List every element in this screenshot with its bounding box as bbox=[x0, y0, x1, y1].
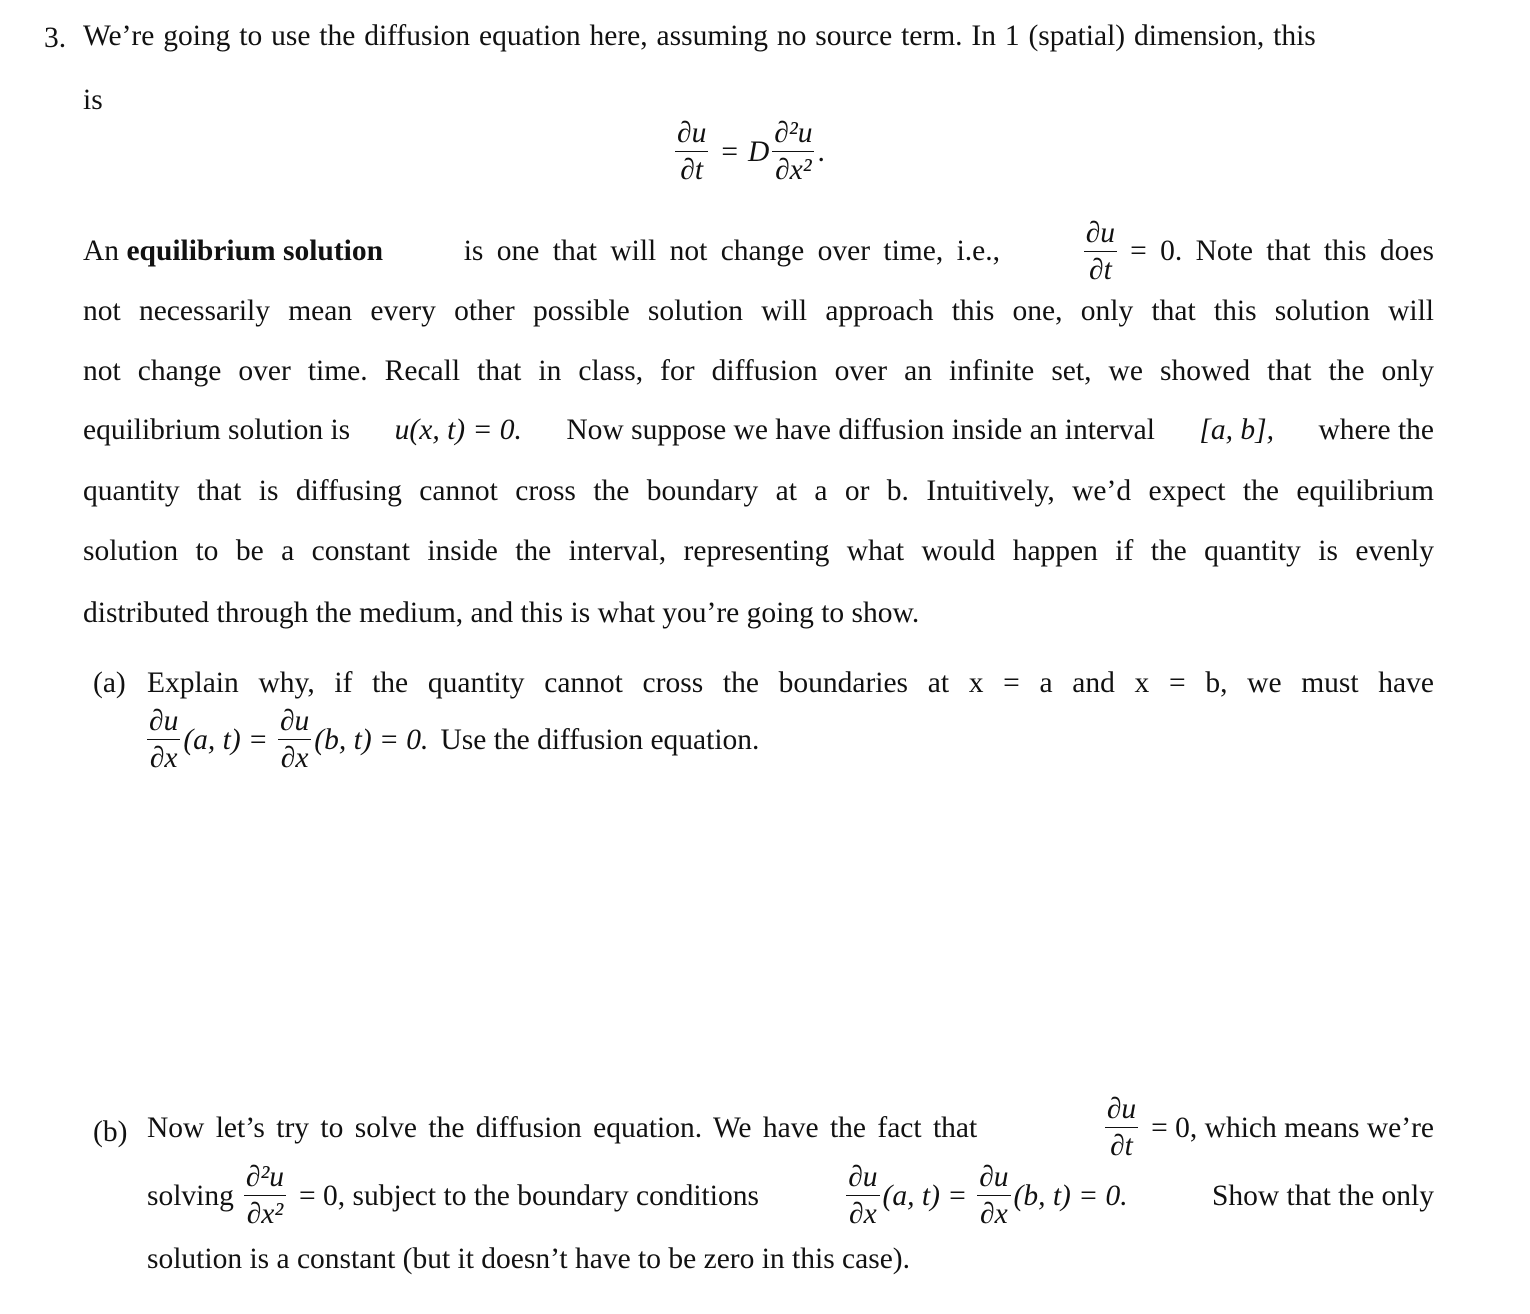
para-line-7: distributed through the medium, and this is what you’re going to show. bbox=[83, 597, 920, 629]
part-a-tail: Use the diffusion equation. bbox=[440, 723, 760, 756]
part-b-bc-arg-b: (b, t) = 0. bbox=[1013, 1179, 1128, 1212]
part-b-bc2-numerator: ∂u bbox=[979, 1160, 1009, 1193]
part-a-dudx-fraction-1 bbox=[147, 706, 180, 774]
part-a-label: (a) bbox=[93, 667, 126, 699]
part-b-label: (b) bbox=[93, 1116, 128, 1148]
para-line-2: not necessarily mean every other possible solution will approach this one, only that this solution will bbox=[83, 295, 1434, 327]
part-b-solving: solving bbox=[147, 1179, 234, 1212]
para-line-1-math bbox=[1081, 218, 1434, 286]
equation-coefficient: D bbox=[747, 135, 770, 168]
dudt-denominator: ∂t bbox=[1089, 254, 1112, 287]
para-an: An bbox=[83, 235, 120, 268]
part-b-boundary-conditions bbox=[843, 1162, 1127, 1230]
part-a-frac1-numerator: ∂u bbox=[149, 705, 179, 737]
para-line-3: not change over time. Recall that in class, for diffusion over an infinite set, we showed that the only bbox=[83, 355, 1434, 387]
part-b-bc1-numerator: ∂u bbox=[848, 1160, 878, 1193]
part-b-line-1 bbox=[147, 1092, 1434, 1163]
dudt-fraction bbox=[1084, 218, 1117, 286]
problem-number: 3. bbox=[44, 22, 67, 54]
equation-lhs-numerator: ∂u bbox=[677, 117, 707, 149]
para-line-4 bbox=[83, 416, 1434, 446]
part-a-frac1-denominator: ∂x bbox=[149, 742, 178, 775]
part-a-frac2-denominator: ∂x bbox=[280, 742, 309, 775]
part-b-dx2-denominator: ∂x² bbox=[246, 1198, 284, 1231]
part-b-bc-arg-a: (a, t) = bbox=[882, 1179, 968, 1212]
part-b-bc-fraction-1 bbox=[846, 1162, 879, 1230]
intro-line-2: is bbox=[83, 84, 103, 116]
part-b-line-1-pre: Now let’s try to solve the diffusion equation. We have the fact that bbox=[147, 1111, 978, 1144]
para-line-1 bbox=[83, 218, 1434, 286]
para-line-5: quantity that is diffusing cannot cross the boundary at a or b. Intuitively, we’d expect the equilibrium bbox=[83, 475, 1434, 507]
para-line-4-pre: equilibrium solution is bbox=[83, 414, 351, 446]
part-b-line-3: solution is a constant (but it doesn’t have to be zero in this case). bbox=[147, 1243, 911, 1275]
intro-text-1: We’re going to use the diffusion equation here, assuming no source term. In 1 (spatial) dimension, this bbox=[83, 20, 1316, 52]
part-b-line-2 bbox=[147, 1160, 1434, 1231]
part-b-line-2-post: Show that the only bbox=[1211, 1179, 1434, 1212]
part-b-dudt-fraction bbox=[1105, 1094, 1138, 1162]
para-line-1-mid: is one that will not change over time, i.e., bbox=[463, 235, 1000, 268]
para-line-6: solution to be a constant inside the interval, representing what would happen if the quantity is evenly bbox=[83, 535, 1434, 567]
equation-lhs-denominator: ∂t bbox=[680, 154, 704, 187]
equation-period: . bbox=[817, 135, 825, 168]
para-line-1-pre bbox=[83, 237, 383, 267]
part-a-arg-b: (b, t) = 0. bbox=[314, 723, 429, 756]
diffusion-equation bbox=[672, 118, 825, 186]
part-a-arg-a: (a, t) = bbox=[183, 723, 268, 756]
para-line-4-post: Now suppose we have diffusion inside an interval bbox=[566, 414, 1155, 446]
equation-equals: = bbox=[721, 135, 738, 168]
part-b-line-2-left bbox=[147, 1162, 759, 1230]
term-equilibrium-solution: equilibrium solution bbox=[126, 235, 383, 268]
intro-line-1 bbox=[83, 22, 1434, 52]
part-b-dudt-numerator: ∂u bbox=[1106, 1092, 1137, 1125]
para-line-1-post: = 0. Note that this does bbox=[1130, 235, 1434, 268]
equilibrium-zero-solution: u(x, t) = 0. bbox=[394, 414, 522, 446]
interval-ab: [a, b], bbox=[1199, 414, 1274, 446]
part-b-line-1-post: = 0, which means we’re bbox=[1151, 1111, 1434, 1144]
part-a-dudx-fraction-2 bbox=[278, 706, 311, 774]
part-a-boundary-condition bbox=[144, 706, 759, 774]
part-a-line-1: Explain why, if the quantity cannot cross the boundaries at x = a and x = b, we must have bbox=[147, 667, 1434, 699]
equation-rhs-fraction bbox=[772, 118, 814, 186]
equation-rhs-numerator: ∂²u bbox=[774, 117, 813, 149]
para-line-4-end: where the bbox=[1318, 414, 1434, 446]
part-b-bc-fraction-2 bbox=[977, 1162, 1010, 1230]
part-b-d2u-numerator: ∂²u bbox=[245, 1160, 285, 1193]
dudt-numerator: ∂u bbox=[1085, 217, 1116, 249]
part-b-line-2-mid: = 0, subject to the boundary conditions bbox=[299, 1179, 759, 1212]
equation-rhs-denominator: ∂x² bbox=[775, 154, 812, 187]
part-a-frac2-numerator: ∂u bbox=[279, 705, 310, 737]
part-b-dudt-denominator: ∂t bbox=[1110, 1130, 1133, 1163]
part-b-bc2-denominator: ∂x bbox=[980, 1198, 1008, 1231]
part-b-line-1-math bbox=[1102, 1094, 1434, 1162]
part-b-bc1-denominator: ∂x bbox=[849, 1198, 877, 1231]
equation-lhs-fraction bbox=[675, 118, 708, 186]
part-b-d2udx2-fraction bbox=[244, 1162, 286, 1230]
